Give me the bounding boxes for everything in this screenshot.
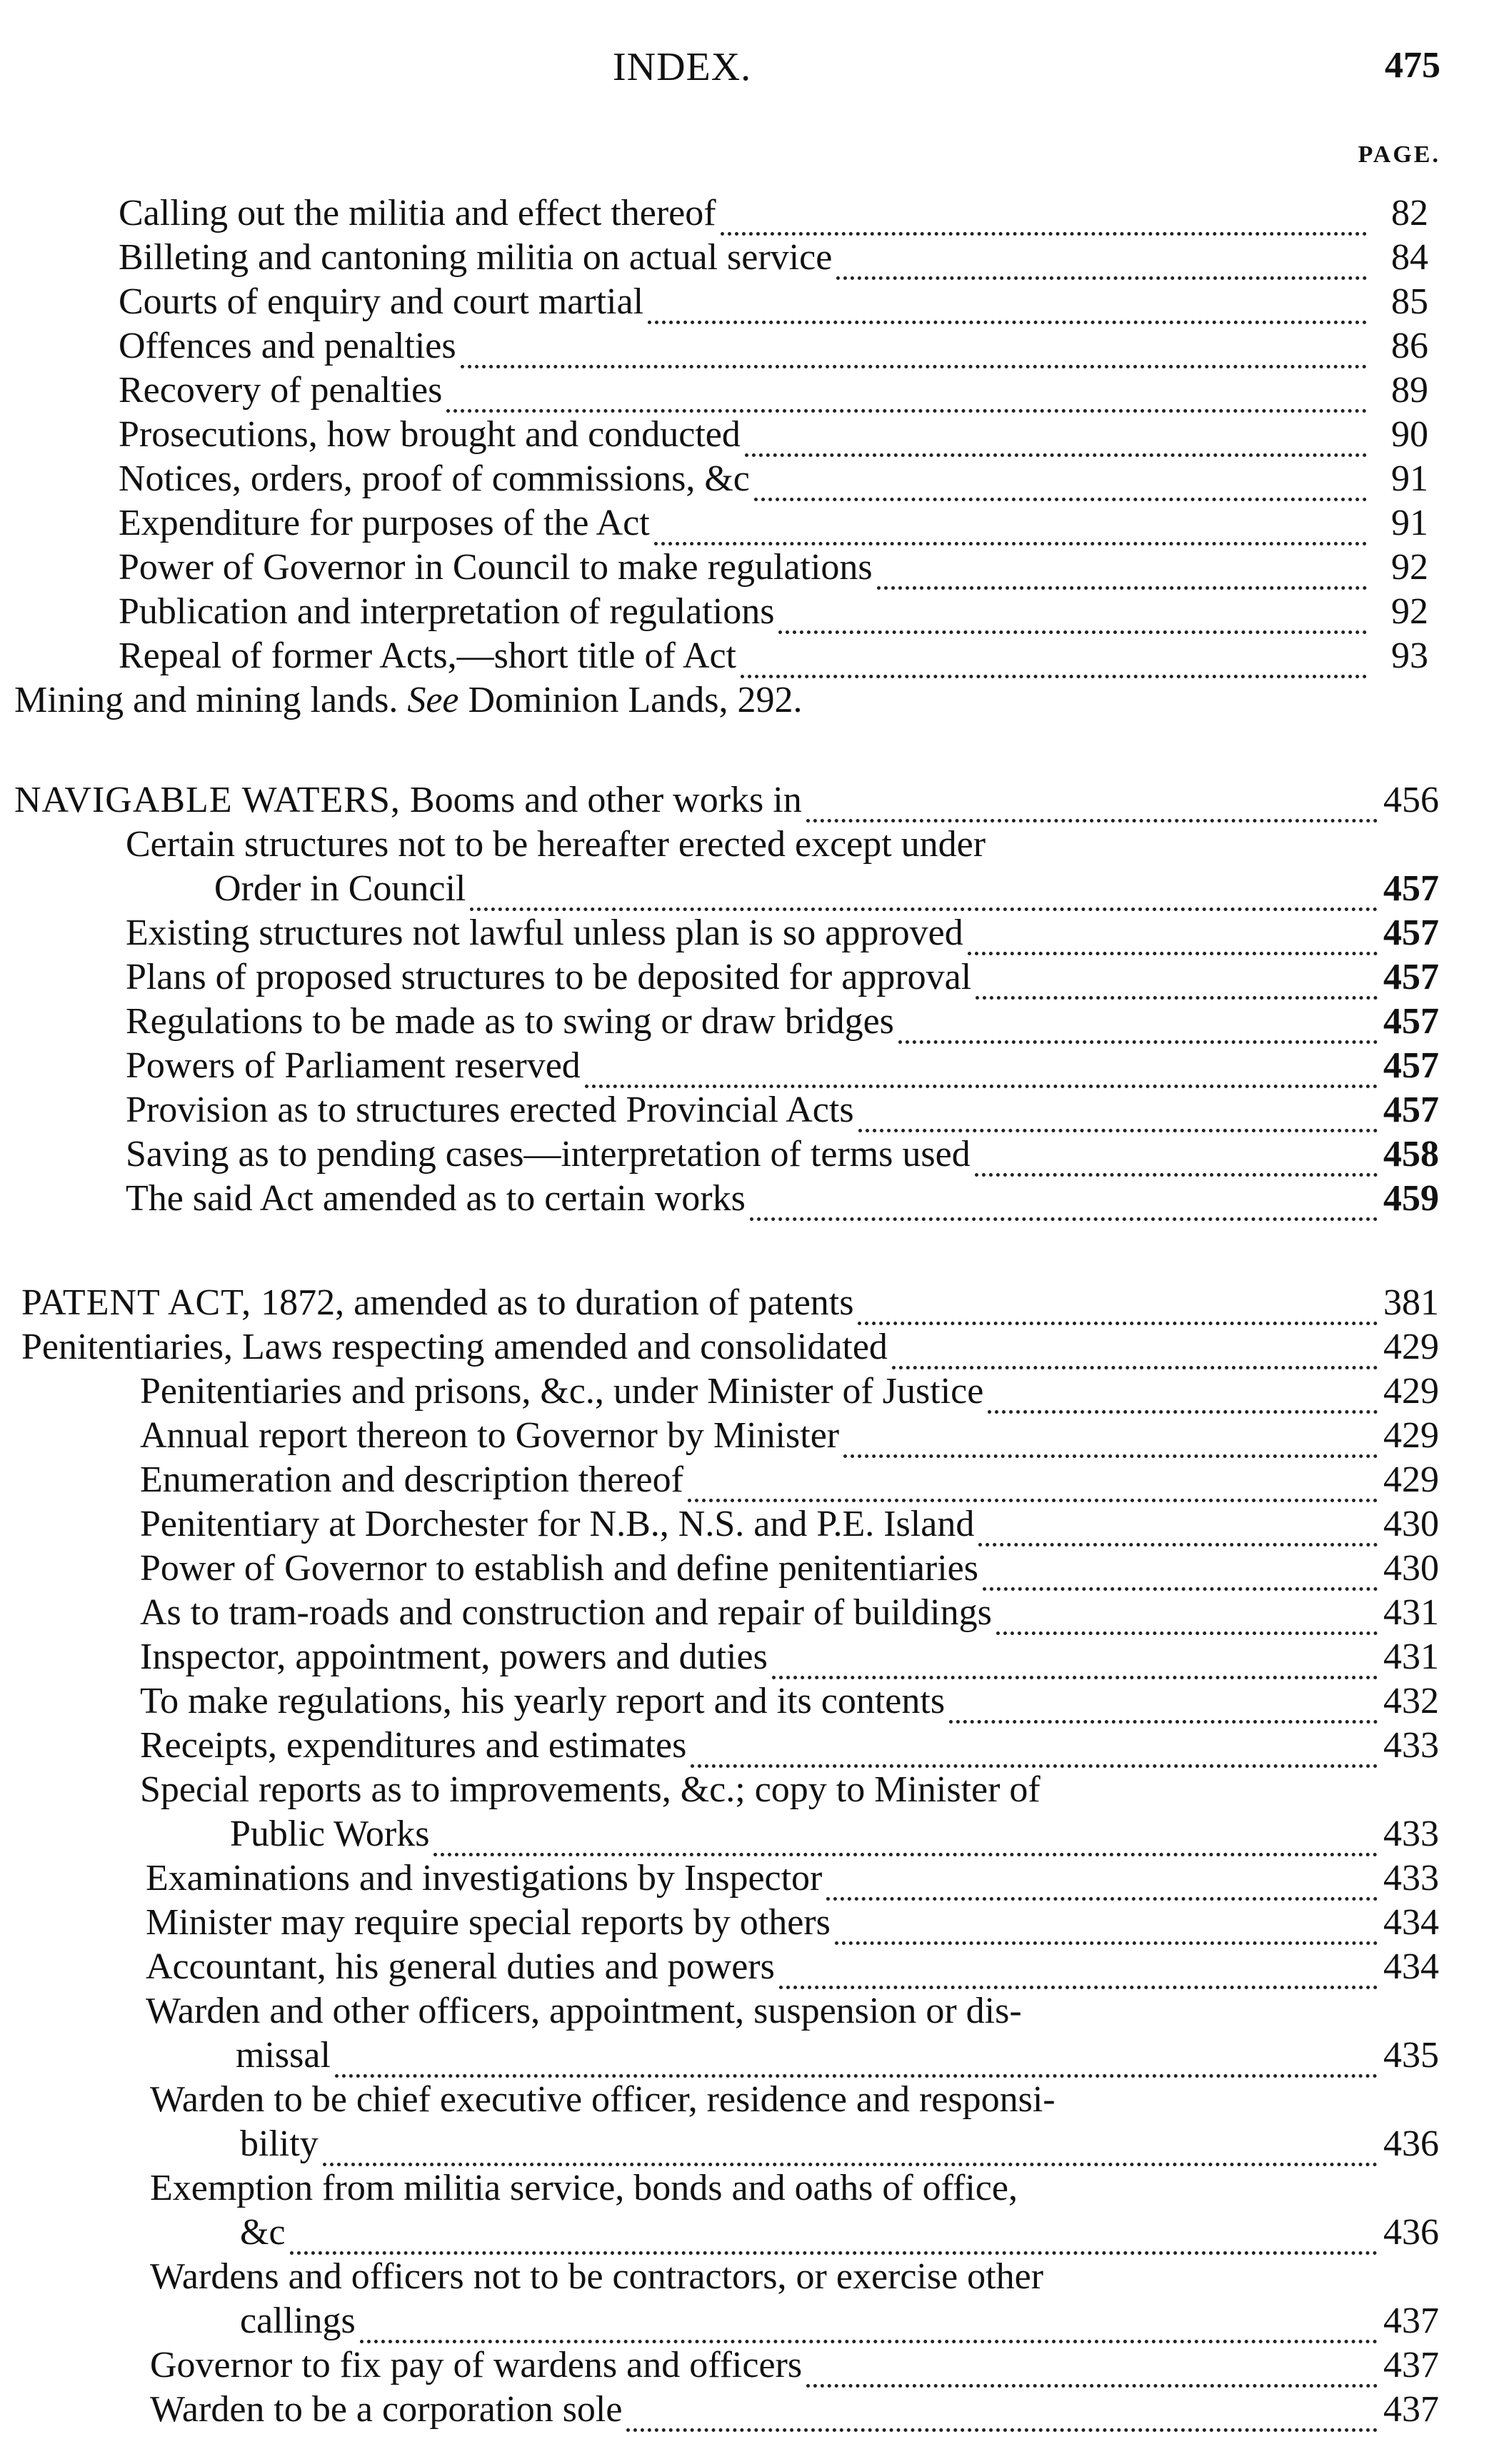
index-entry: Receipts, expenditures and estimates 433	[140, 1724, 1439, 1768]
index-entry: Wardens and officers not to be contractors, or exercise other	[150, 2256, 1044, 2297]
index-entry: Penitentiaries and prisons, &c., under Minister of Justice 429	[140, 1369, 1439, 1414]
page-number: 475	[1385, 45, 1440, 86]
index-entry: The said Act amended as to certain works 459	[126, 1177, 1439, 1221]
index-entry: Power of Governor to establish and define penitentiaries 430	[140, 1547, 1439, 1591]
index-heading-navigable-waters: NAVIGABLE WATERS, Booms and other works in 456	[14, 778, 1439, 823]
index-entry-continued: Order in Council 457	[214, 867, 1439, 911]
index-entry: Plans of proposed structures to be deposited for approval 457	[126, 955, 1439, 1000]
index-entry: Penitentiary at Dorchester for N.B., N.S. and P.E. Island 430	[140, 1502, 1439, 1547]
index-entry: Warden and other officers, appointment, suspension or dis-	[146, 1991, 1022, 2031]
index-entry: Prosecutions, how brought and conducted 90	[119, 413, 1428, 457]
index-entry: Calling out the militia and effect thereof 82	[119, 191, 1428, 236]
index-entry: Special reports as to improvements, &c.; copy to Minister of	[140, 1769, 1041, 1810]
index-entry: Examinations and investigations by Inspector 433	[146, 1856, 1439, 1901]
index-entry: Inspector, appointment, powers and duties 431	[140, 1635, 1439, 1679]
index-entry: Repeal of former Acts,—short title of Act 93	[119, 634, 1428, 678]
index-entry: Power of Governor in Council to make regulations 92	[119, 545, 1428, 590]
index-heading-penitentiaries: Penitentiaries, Laws respecting amended and consolidated 429	[21, 1325, 1439, 1369]
index-entry: Provision as to structures erected Provincial Acts 457	[126, 1088, 1439, 1132]
index-entry: Accountant, his general duties and powers 434	[146, 1945, 1439, 1989]
index-entry: Certain structures not to be hereafter erected except under	[126, 824, 986, 865]
index-entry-continued: bility 436	[240, 2122, 1439, 2166]
index-entry: Existing structures not lawful unless plan is so approved 457	[126, 911, 1439, 955]
index-entry-continued: Public Works 433	[230, 1812, 1439, 1856]
page-header-title: INDEX.	[613, 45, 752, 89]
index-entry: Publication and interpretation of regulations 92	[119, 590, 1428, 634]
index-entry-continued: &c 436	[240, 2211, 1439, 2255]
index-heading-mining: Mining and mining lands. See Dominion Lands, 292.	[14, 680, 803, 720]
index-entry: Warden to be chief executive officer, residence and responsi-	[150, 2079, 1056, 2120]
index-entry: Powers of Parliament reserved 457	[126, 1044, 1439, 1088]
index-entry-continued: missal 435	[236, 2033, 1439, 2078]
index-entry: Regulations to be made as to swing or draw bridges 457	[126, 1000, 1439, 1044]
page-column-label: PAGE.	[1358, 141, 1440, 168]
index-entry: Enumeration and description thereof 429	[140, 1458, 1439, 1502]
index-entry: Notices, orders, proof of commissions, &c 91	[119, 457, 1428, 501]
index-heading-patent-act: PATENT ACT, 1872, amended as to duration of patents 381	[21, 1281, 1439, 1325]
index-entry: Saving as to pending cases—interpretation of terms used 458	[126, 1132, 1439, 1177]
index-entry: Recovery of penalties 89	[119, 368, 1428, 413]
index-entry: Annual report thereon to Governor by Minister 429	[140, 1414, 1439, 1458]
index-entry: Exemption from militia service, bonds and oaths of office,	[150, 2168, 1018, 2208]
index-entry-continued: callings 437	[240, 2299, 1439, 2343]
index-entry: Offences and penalties 86	[119, 324, 1428, 368]
index-entry: Expenditure for purposes of the Act 91	[119, 501, 1428, 545]
index-entry: Minister may require special reports by others 434	[146, 1901, 1439, 1945]
index-entry: Warden to be a corporation sole 437	[150, 2388, 1439, 2432]
index-entry: Courts of enquiry and court martial 85	[119, 280, 1428, 324]
index-entry: Billeting and cantoning militia on actual service 84	[119, 236, 1428, 280]
index-entry: To make regulations, his yearly report and its contents 432	[140, 1679, 1439, 1724]
index-entry: As to tram-roads and construction and repair of buildings 431	[140, 1591, 1439, 1635]
index-entry: Governor to fix pay of wardens and officers 437	[150, 2343, 1439, 2388]
